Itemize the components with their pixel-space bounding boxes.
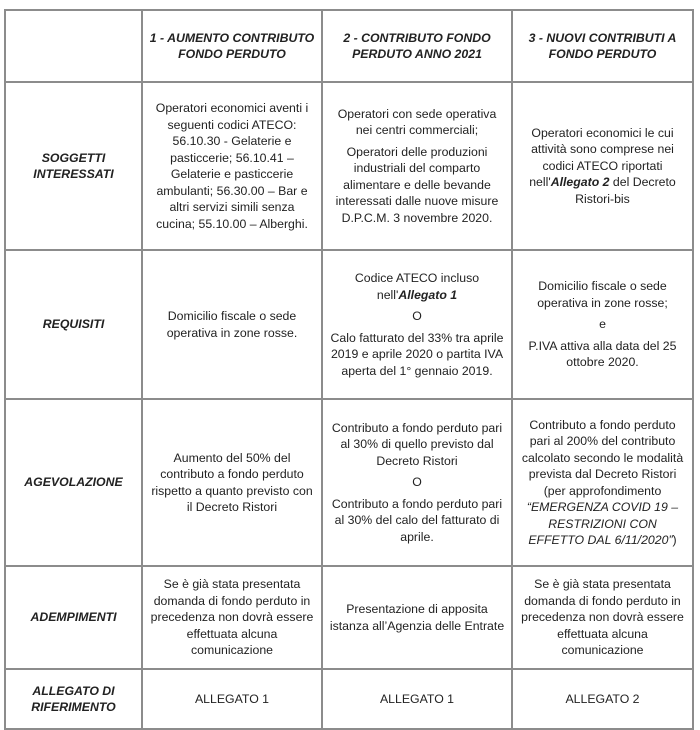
or-separator: O [412,309,422,323]
column-header-1: 1 - AUMENTO CONTRIBUTO FONDO PERDUTO [142,10,322,82]
cell-text: Contributo a fondo perduto pari al 200% del contributo calcolato secondo le modalità prevista dal Decreto Ristori (per approfondimento [521,417,684,498]
cell-soggetti-col2 [322,82,512,250]
cell-text: Contributo a fondo perduto pari al 30% del calo del fatturato di aprile. [331,496,503,544]
cell-adempimenti-col3: Se è già stata presentata domanda di fondo perduto in precedenza non dovrà essere effettuata alcuna comunicazione [512,566,693,669]
cell-agevolazione-col3 [512,399,693,566]
cell-text: Codice ATECO incluso nell' [354,271,480,302]
cell-text: Contributo a fondo perduto pari al 30% di quello previsto dal Decreto Ristori [331,420,503,468]
table-row-allegato [5,669,693,729]
cell-soggetti-col1: Operatori economici aventi i seguenti codici ATECO: 56.10.30 - Gelaterie e pasticcerie; 56.10.41 – Gelaterie e pasticcerie ambulanti; 56.30.00 – Bar e altri servizi simili senza cucina; 55.10.00 – Alberghi. [142,82,322,250]
row-label-agevolazione: AGEVOLAZIONE [5,399,142,566]
cell-text: Operatori economici le cui attività sono comprese nei codici ATECO riportati nell' [529,125,674,190]
cell-agevolazione-col1: Aumento del 50% del contributo a fondo perduto rispetto a quanto previsto con il Decreto Ristori [142,399,322,566]
cell-agevolazione-col2 [322,399,512,566]
row-label-soggetti: SOGGETTI INTERESSATI [5,82,142,250]
cell-text: Calo fatturato del 33% tra aprile 2019 e aprile 2020 o partita IVA aperta del 1° gennaio 2019. [330,330,504,378]
table-row-soggetti [5,82,693,250]
cell-requisiti-col3 [512,250,693,399]
reference-title: “EMERGENZA COVID 19 – RESTRIZIONI CON EFFETTO DAL 6/11/2020” [526,500,679,547]
header-row [5,10,693,82]
cell-text: Domicilio fiscale o sede operativa in zone rosse; [537,279,668,310]
table-row-agevolazione [5,399,693,566]
cell-adempimenti-col1: Se è già stata presentata domanda di fondo perduto in precedenza non dovrà essere effettuata alcuna comunicazione [142,566,322,669]
row-label-requisiti: REQUISITI [5,250,142,399]
cell-text: Operatori delle produzioni industriali del comparto alimentare e delle bevande interessati dalle nuove misure D.P.C.M. 3 novembre 2020. [335,144,499,225]
header-corner-cell [5,10,142,82]
table-row-adempimenti [5,566,693,669]
cell-text: Operatori con sede operativa nei centri commerciali; [337,106,497,138]
cell-soggetti-col3 [512,82,693,250]
row-label-allegato: ALLEGATO DI RIFERIMENTO [5,669,142,729]
column-header-2: 2 - CONTRIBUTO FONDO PERDUTO ANNO 2021 [322,10,512,82]
cell-allegato-col1: ALLEGATO 1 [142,669,322,729]
row-label-adempimenti: ADEMPIMENTI [5,566,142,669]
cell-requisiti-col2 [322,250,512,399]
cell-text: del Decreto Ristori-bis [575,175,676,206]
cell-text: P.IVA attiva alla data del 25 ottobre 2020. [528,338,677,370]
cell-text: ) [672,533,677,547]
and-separator: e [599,317,606,332]
cell-requisiti-col1: Domicilio fiscale o sede operativa in zone rosse. [142,250,322,399]
cell-text [329,270,505,303]
cell-adempimenti-col2: Presentazione di apposita istanza all’Agenzia delle Entrate [322,566,512,669]
allegato-reference: Allegato 2 [550,175,610,190]
cell-allegato-col3: ALLEGATO 2 [512,669,693,729]
table-row-requisiti [5,250,693,399]
column-header-3: 3 - NUOVI CONTRIBUTI A FONDO PERDUTO [512,10,693,82]
comparison-table [4,9,694,730]
or-separator: O [412,475,422,490]
cell-allegato-col2: ALLEGATO 1 [322,669,512,729]
allegato-reference: Allegato 1 [398,287,458,302]
